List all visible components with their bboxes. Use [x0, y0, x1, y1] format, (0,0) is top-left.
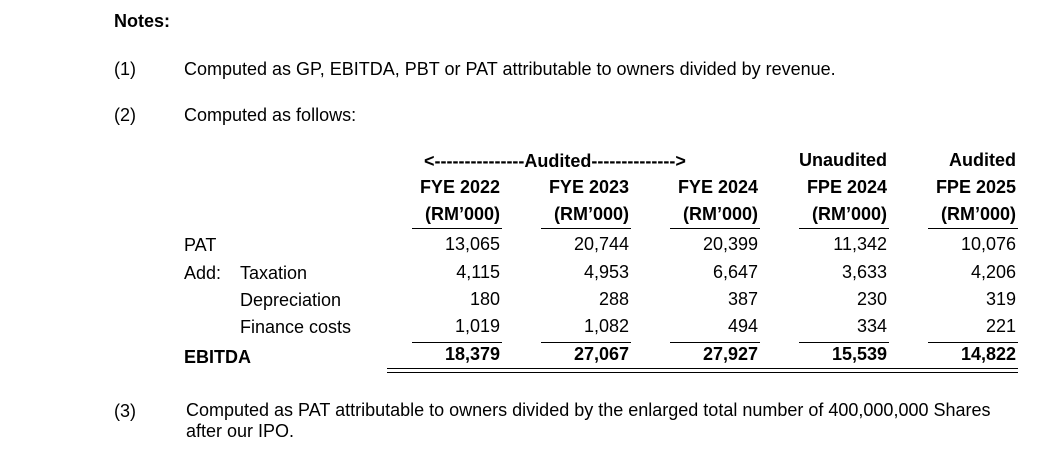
row-value: 4,206: [970, 262, 1016, 282]
col-1-unit: (RM’000): [424, 204, 500, 224]
row-value: 387: [727, 289, 758, 309]
row-label: Depreciation: [240, 290, 342, 310]
row-prefix: Add:: [184, 263, 222, 283]
row-value: 4,953: [583, 262, 629, 282]
col-2-unit: (RM’000): [553, 204, 629, 224]
row-value: 288: [598, 289, 629, 309]
col-4-subtotal-rule: [799, 342, 889, 343]
col-5-subtotal-rule: [928, 342, 1018, 343]
row-value: 3,633: [841, 262, 887, 282]
total-label: EBITDA: [184, 347, 251, 367]
col-1-subtotal-rule: [412, 342, 502, 343]
col-1-period: FYE 2022: [419, 177, 500, 197]
col-3-header-rule: [670, 228, 760, 229]
total-value: 18,379: [444, 344, 500, 364]
row-value: 221: [985, 316, 1016, 336]
col-3-subtotal-rule: [670, 342, 760, 343]
total-value: 14,822: [960, 344, 1016, 364]
col-2-header-rule: [541, 228, 631, 229]
notes-heading: Notes:: [114, 11, 171, 31]
col-3-period: FYE 2024: [677, 177, 758, 197]
row-label: PAT: [184, 235, 217, 255]
col-5-unit: (RM’000): [940, 204, 1016, 224]
row-value: 4,115: [456, 262, 500, 282]
total-double-rule-top: [387, 368, 1018, 369]
col-2-period: FYE 2023: [548, 177, 629, 197]
col-4-header-rule: [799, 228, 889, 229]
row-value: 334: [856, 316, 887, 336]
note-1-marker: (1): [114, 59, 136, 79]
total-value: 15,539: [831, 344, 887, 364]
total-double-rule-bottom: [387, 372, 1018, 373]
col-4-top: Unaudited: [799, 150, 887, 170]
note-1-text: Computed as GP, EBITDA, PBT or PAT attributable to owners divided by revenue.: [184, 59, 836, 79]
col-2-subtotal-rule: [541, 342, 631, 343]
row-label: Finance costs: [240, 317, 352, 337]
row-value: 13,065: [444, 234, 500, 254]
total-value: 27,067: [573, 344, 629, 364]
row-value: 20,744: [573, 234, 629, 254]
row-value: 11,342: [833, 234, 887, 254]
row-value: 1,019: [454, 316, 500, 336]
col-4-unit: (RM’000): [811, 204, 887, 224]
row-value: 180: [469, 289, 500, 309]
note-2-marker: (2): [114, 105, 136, 125]
row-value: 230: [856, 289, 887, 309]
col-5-period: FPE 2025: [935, 177, 1016, 197]
col-5-top: Audited: [949, 150, 1016, 170]
row-value: 319: [985, 289, 1016, 309]
row-label: Taxation: [240, 263, 308, 283]
note-3-marker: (3): [114, 401, 136, 421]
col-3-unit: (RM’000): [682, 204, 758, 224]
col-4-period: FPE 2024: [806, 177, 887, 197]
row-value: 1,082: [583, 316, 629, 336]
row-value: 10,076: [960, 234, 1016, 254]
note-3-text: Computed as PAT attributable to owners divided by the enlarged total number of 400,000,000 Shares after our IPO.: [186, 400, 991, 441]
note-2-text: Computed as follows:: [184, 105, 357, 125]
col-5-header-rule: [928, 228, 1018, 229]
audited-span-header: <---------------Audited-------------->: [424, 151, 686, 171]
row-value: 6,647: [712, 262, 758, 282]
col-1-header-rule: [412, 228, 502, 229]
row-value: 20,399: [702, 234, 758, 254]
row-value: 494: [727, 316, 758, 336]
total-value: 27,927: [702, 344, 758, 364]
